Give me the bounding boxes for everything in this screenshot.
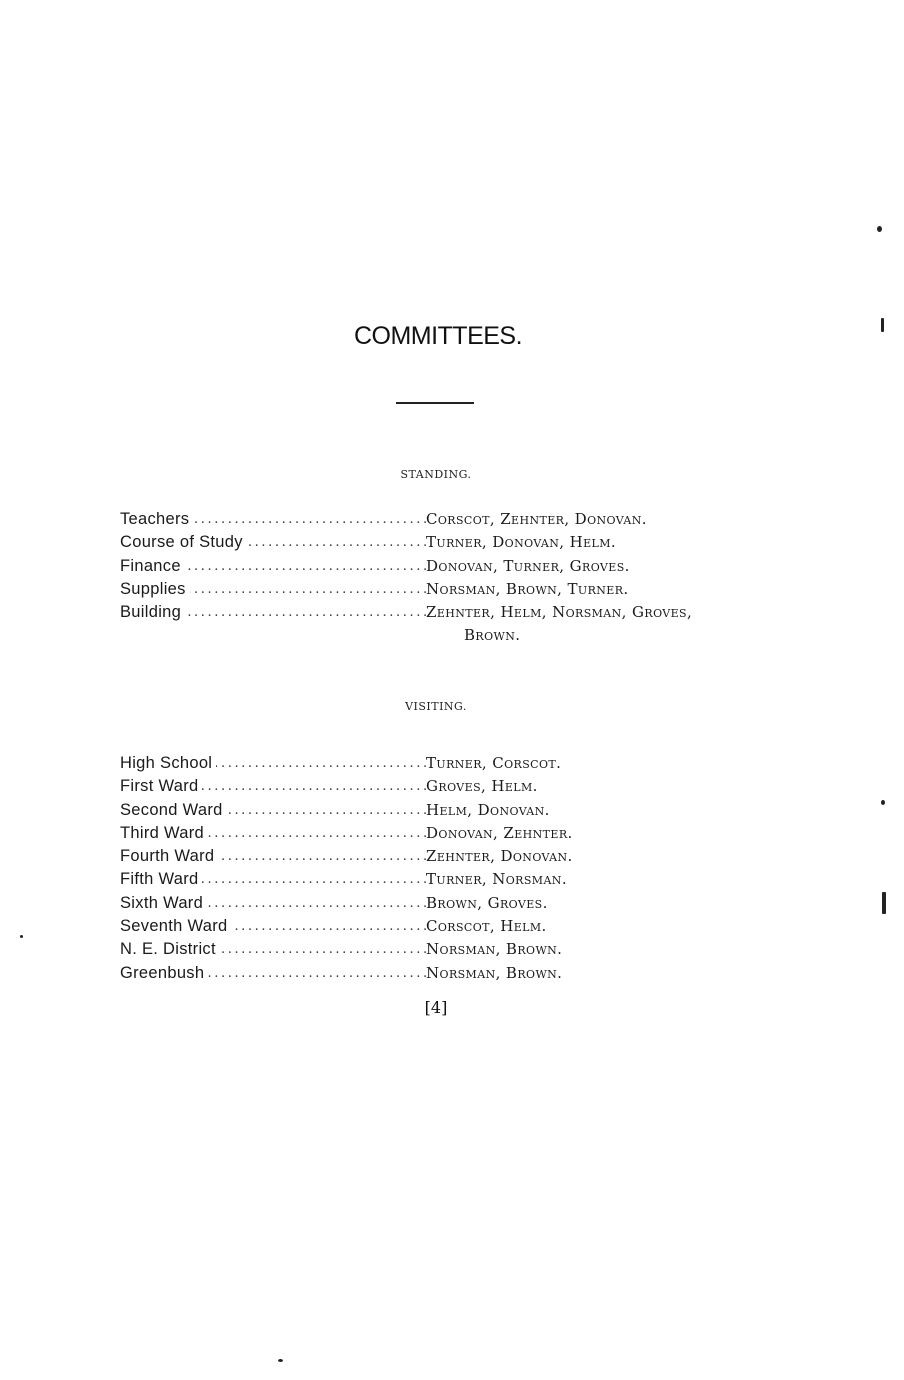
committee-row (120, 938, 780, 961)
scan-speck (882, 892, 886, 914)
committee-label: Greenbush ..... (120, 962, 426, 985)
committee-row (120, 752, 780, 775)
committee-label: Seventh Ward ..... (120, 915, 426, 938)
scan-speck (20, 935, 23, 938)
committee-label: Sixth Ward ..... (120, 892, 426, 915)
committee-row (120, 915, 780, 938)
visiting-committee-list (120, 752, 780, 985)
committee-row (120, 868, 780, 891)
committee-row (120, 822, 780, 845)
page-title: COMMITTEES. (353, 322, 523, 350)
committee-members: Zehnter, Donovan. (426, 847, 573, 866)
standing-heading: STANDING. (400, 468, 472, 481)
committee-members: Helm, Donovan. (426, 800, 550, 819)
scan-speck (877, 226, 882, 232)
committee-members: Turner, Corscot. (426, 754, 562, 772)
committee-row (120, 531, 780, 554)
committee-label: N. E. District ..... (120, 938, 426, 961)
standing-committee-list (120, 508, 780, 648)
committee-members-continuation: Brown. (464, 626, 521, 645)
committee-members: Corscot, Helm. (426, 917, 547, 936)
committee-members: Norsman, Brown. (426, 963, 563, 982)
committee-members: Corscot, Zehnter, Donovan. (426, 510, 647, 528)
committee-label: Teachers ..... (120, 508, 426, 531)
committee-label: Fourth Ward ..... (120, 845, 426, 868)
committee-label: Finance ..... (120, 555, 426, 578)
committee-members: Donovan, Zehnter. (426, 823, 573, 842)
committee-label: First Ward ..... (120, 775, 426, 798)
committee-row (120, 578, 780, 601)
committee-label: Building ..... (120, 601, 426, 624)
committee-members: Turner, Norsman. (426, 870, 567, 889)
committee-members: Norsman, Brown. (426, 940, 563, 959)
committee-members: Norsman, Brown, Turner. (426, 579, 629, 598)
committee-members: Brown, Groves. (426, 893, 548, 912)
committee-label: Course of Study ..... (120, 531, 426, 554)
scan-speck (881, 800, 885, 805)
committee-row (120, 799, 780, 822)
committee-label: Fifth Ward ..... (120, 868, 426, 891)
committee-members: Donovan, Turner, Groves. (426, 556, 630, 575)
committee-row (120, 892, 780, 915)
committee-row (120, 555, 780, 578)
committee-label: Supplies ..... (120, 578, 426, 601)
committee-row (120, 845, 780, 868)
committee-row (120, 962, 780, 985)
title-divider (396, 402, 474, 404)
committee-label: High School ..... (120, 752, 426, 775)
committee-members: Groves, Helm. (426, 777, 538, 796)
committee-label: Third Ward ..... (120, 822, 426, 845)
scan-speck (881, 318, 884, 332)
committee-row (120, 775, 780, 798)
committee-label: Second Ward ..... (120, 799, 426, 822)
committee-row (120, 508, 780, 531)
visiting-heading: VISITING. (405, 700, 467, 713)
committee-members: Zehnter, Helm, Norsman, Groves, (426, 603, 693, 622)
scan-speck (278, 1359, 283, 1362)
committee-members: Turner, Donovan, Helm. (426, 533, 617, 552)
committee-row (120, 601, 780, 624)
page-number: [4] (424, 998, 448, 1017)
